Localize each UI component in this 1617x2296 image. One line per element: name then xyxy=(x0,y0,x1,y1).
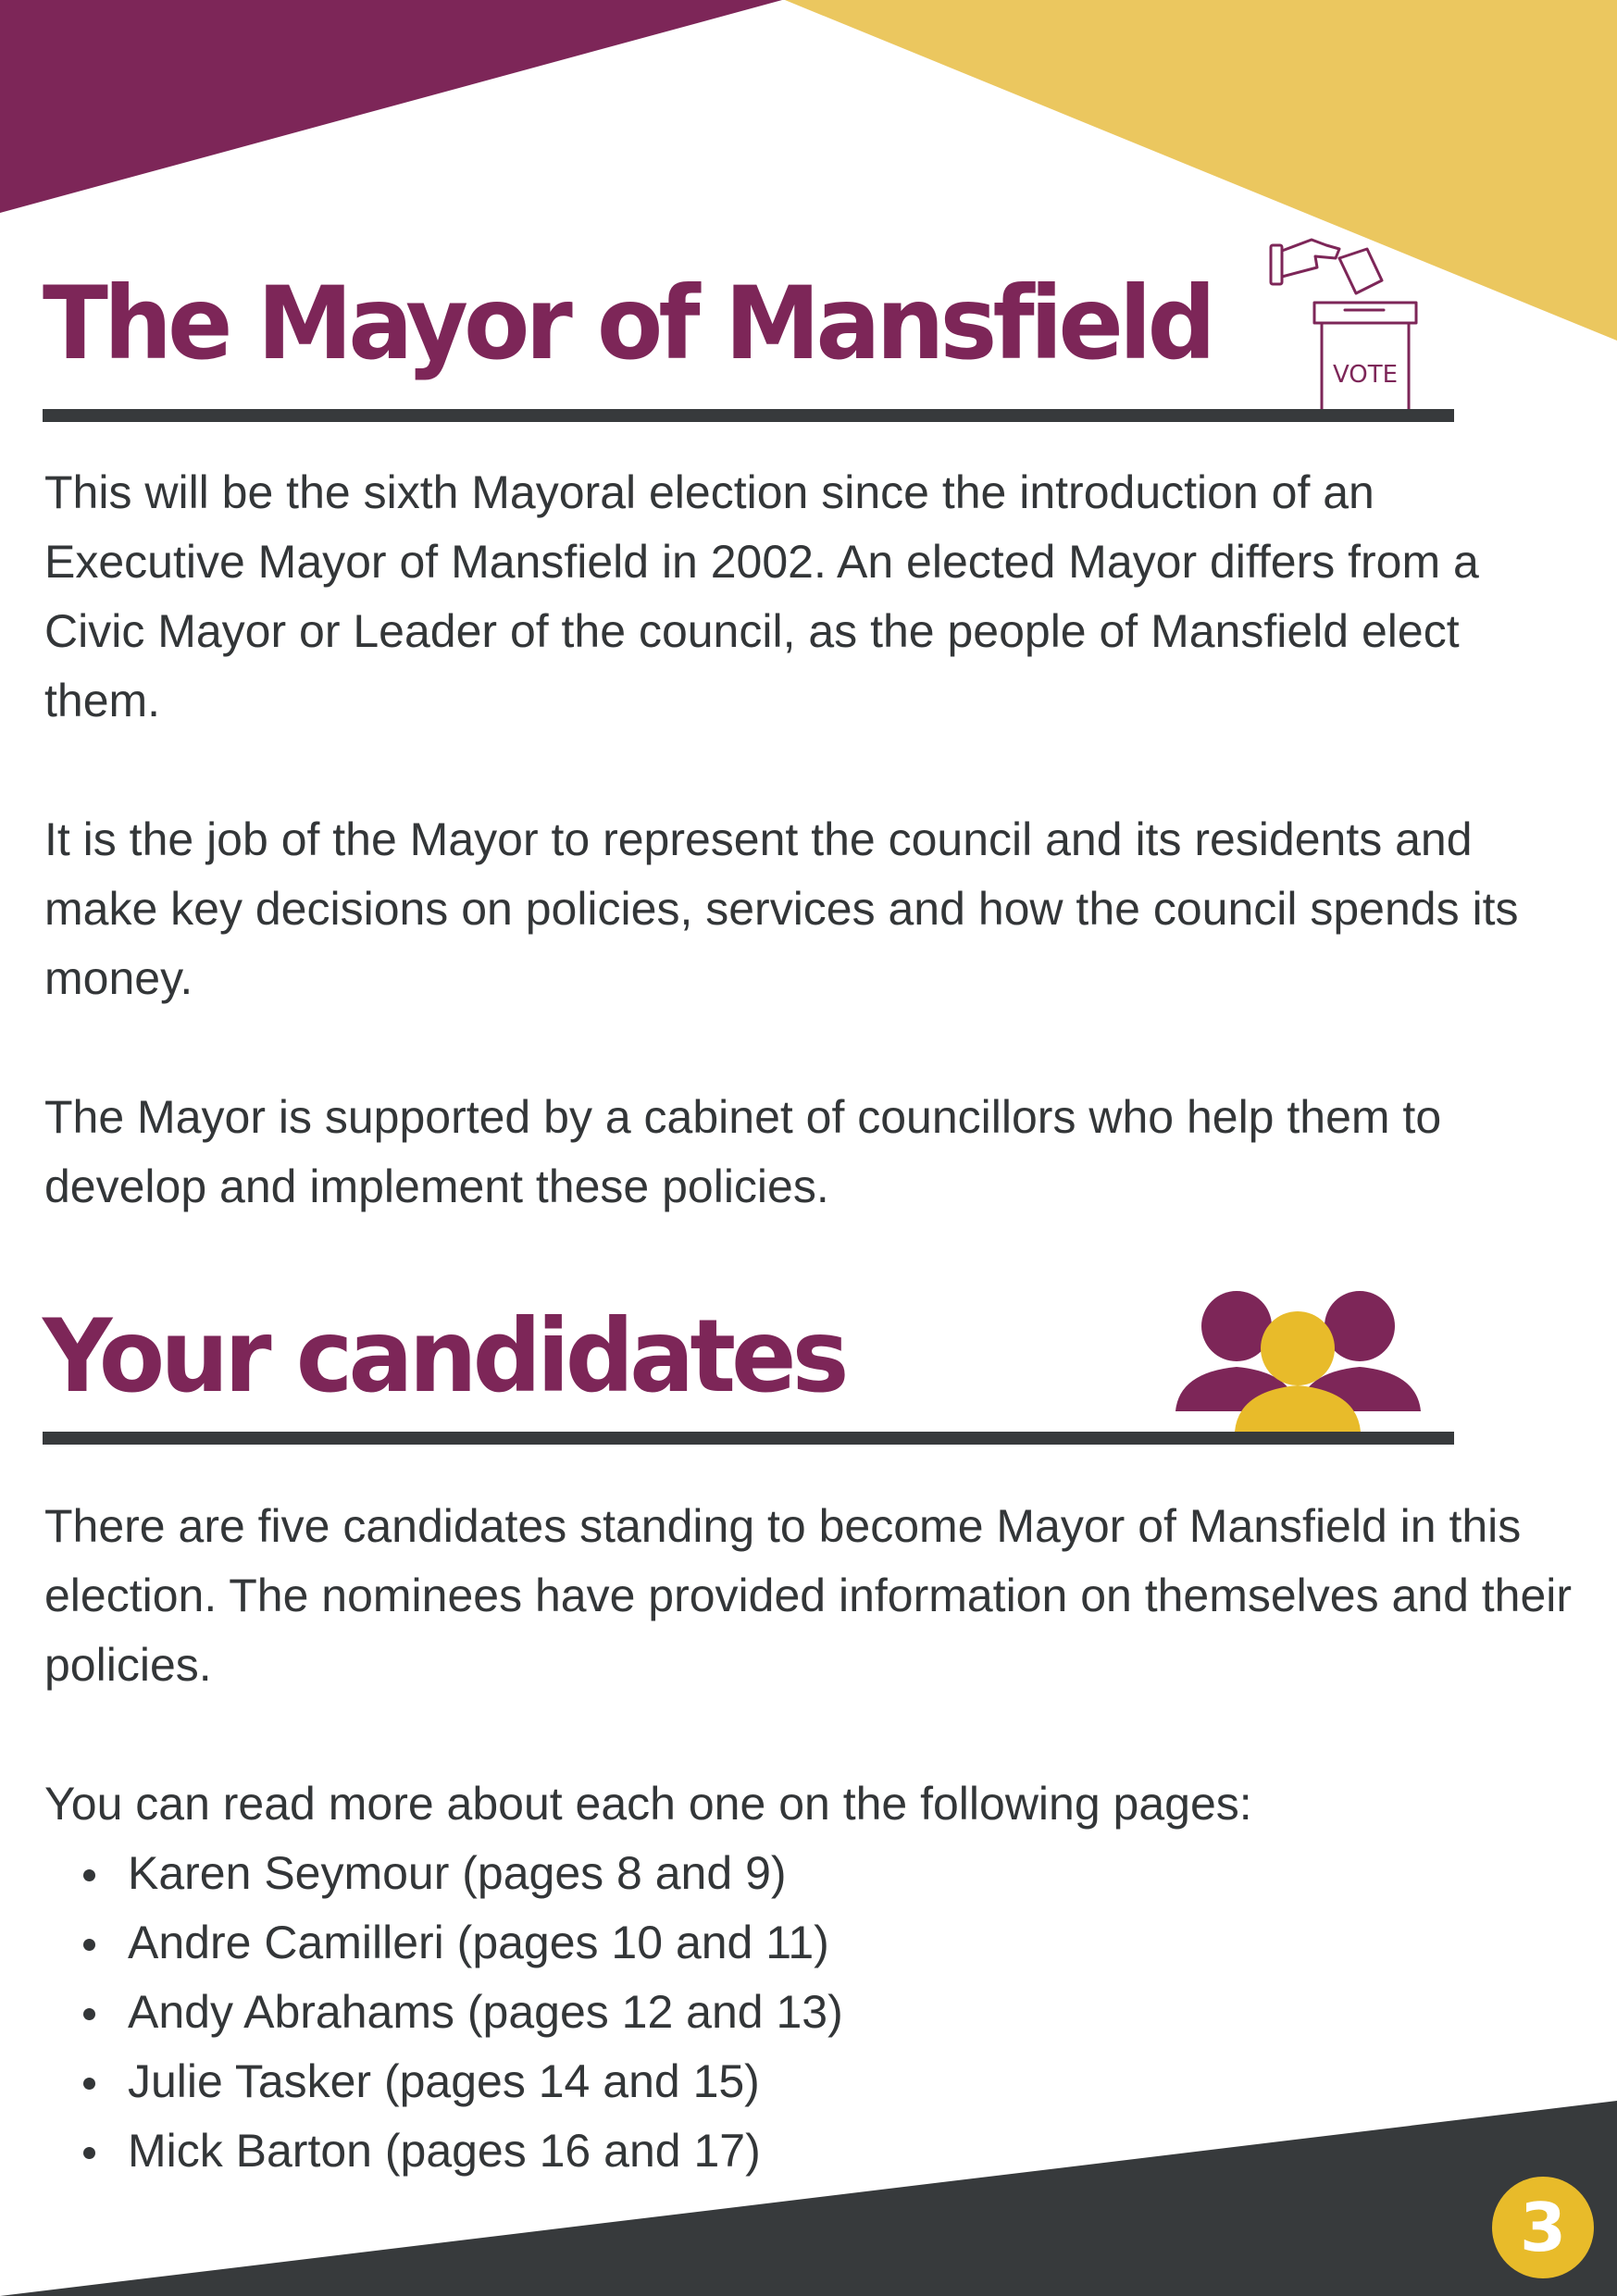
list-item xyxy=(44,1908,843,1978)
bullet-icon xyxy=(83,1939,95,1951)
top-left-plum-shape xyxy=(0,0,782,213)
candidate-entry: Andy Abrahams (pages 12 and 13) xyxy=(128,1986,843,2038)
section-divider xyxy=(43,409,1454,422)
ballot-box-vote-icon xyxy=(1263,236,1425,421)
mayor-paragraph-2: It is the job of the Mayor to represent the council and its residents and make key decisions on policies, services and how the council spends its money. xyxy=(44,813,1519,1004)
mayor-heading: The Mayor of Mansfield xyxy=(43,264,1212,383)
candidate-entry: Mick Barton (pages 16 and 17) xyxy=(128,2125,761,2177)
bullet-icon xyxy=(83,2147,95,2159)
bullet-icon xyxy=(83,2078,95,2090)
list-item xyxy=(44,2116,843,2186)
list-item xyxy=(44,2047,843,2116)
candidate-list xyxy=(44,1839,843,2186)
candidate-entry: Julie Tasker (pages 14 and 15) xyxy=(128,2055,760,2107)
candidate-entry: Andre Camilleri (pages 10 and 11) xyxy=(128,1917,829,1968)
candidates-paragraph-2: You can read more about each one on the following pages: xyxy=(44,1778,1252,1830)
mayor-paragraph-3: The Mayor is supported by a cabinet of councillors who help them to develop and implement these policies. xyxy=(44,1091,1442,1212)
page-number-badge: 3 xyxy=(1492,2177,1594,2278)
vote-label: VOTE xyxy=(1332,361,1399,389)
candidate-entry: Karen Seymour (pages 8 and 9) xyxy=(128,1847,787,1899)
list-item xyxy=(44,1978,843,2047)
people-group-icon xyxy=(1175,1291,1421,1432)
section-divider xyxy=(43,1432,1454,1445)
list-item xyxy=(44,1839,843,1908)
bullet-icon xyxy=(83,2008,95,2020)
mayor-paragraph-1: This will be the sixth Mayoral election since the introduction of an Executive Mayor of Mansfield in 2002. An elected Mayor differs from a Civic Mayor or Leader of the council, as the people of Mansfield elect them. xyxy=(44,466,1479,726)
candidates-heading: Your candidates xyxy=(43,1297,845,1416)
candidates-paragraph-1: There are five candidates standing to become Mayor of Mansfield in this election. The nominees have provided information on themselves and their policies. xyxy=(44,1500,1573,1691)
bullet-icon xyxy=(83,1869,95,1881)
